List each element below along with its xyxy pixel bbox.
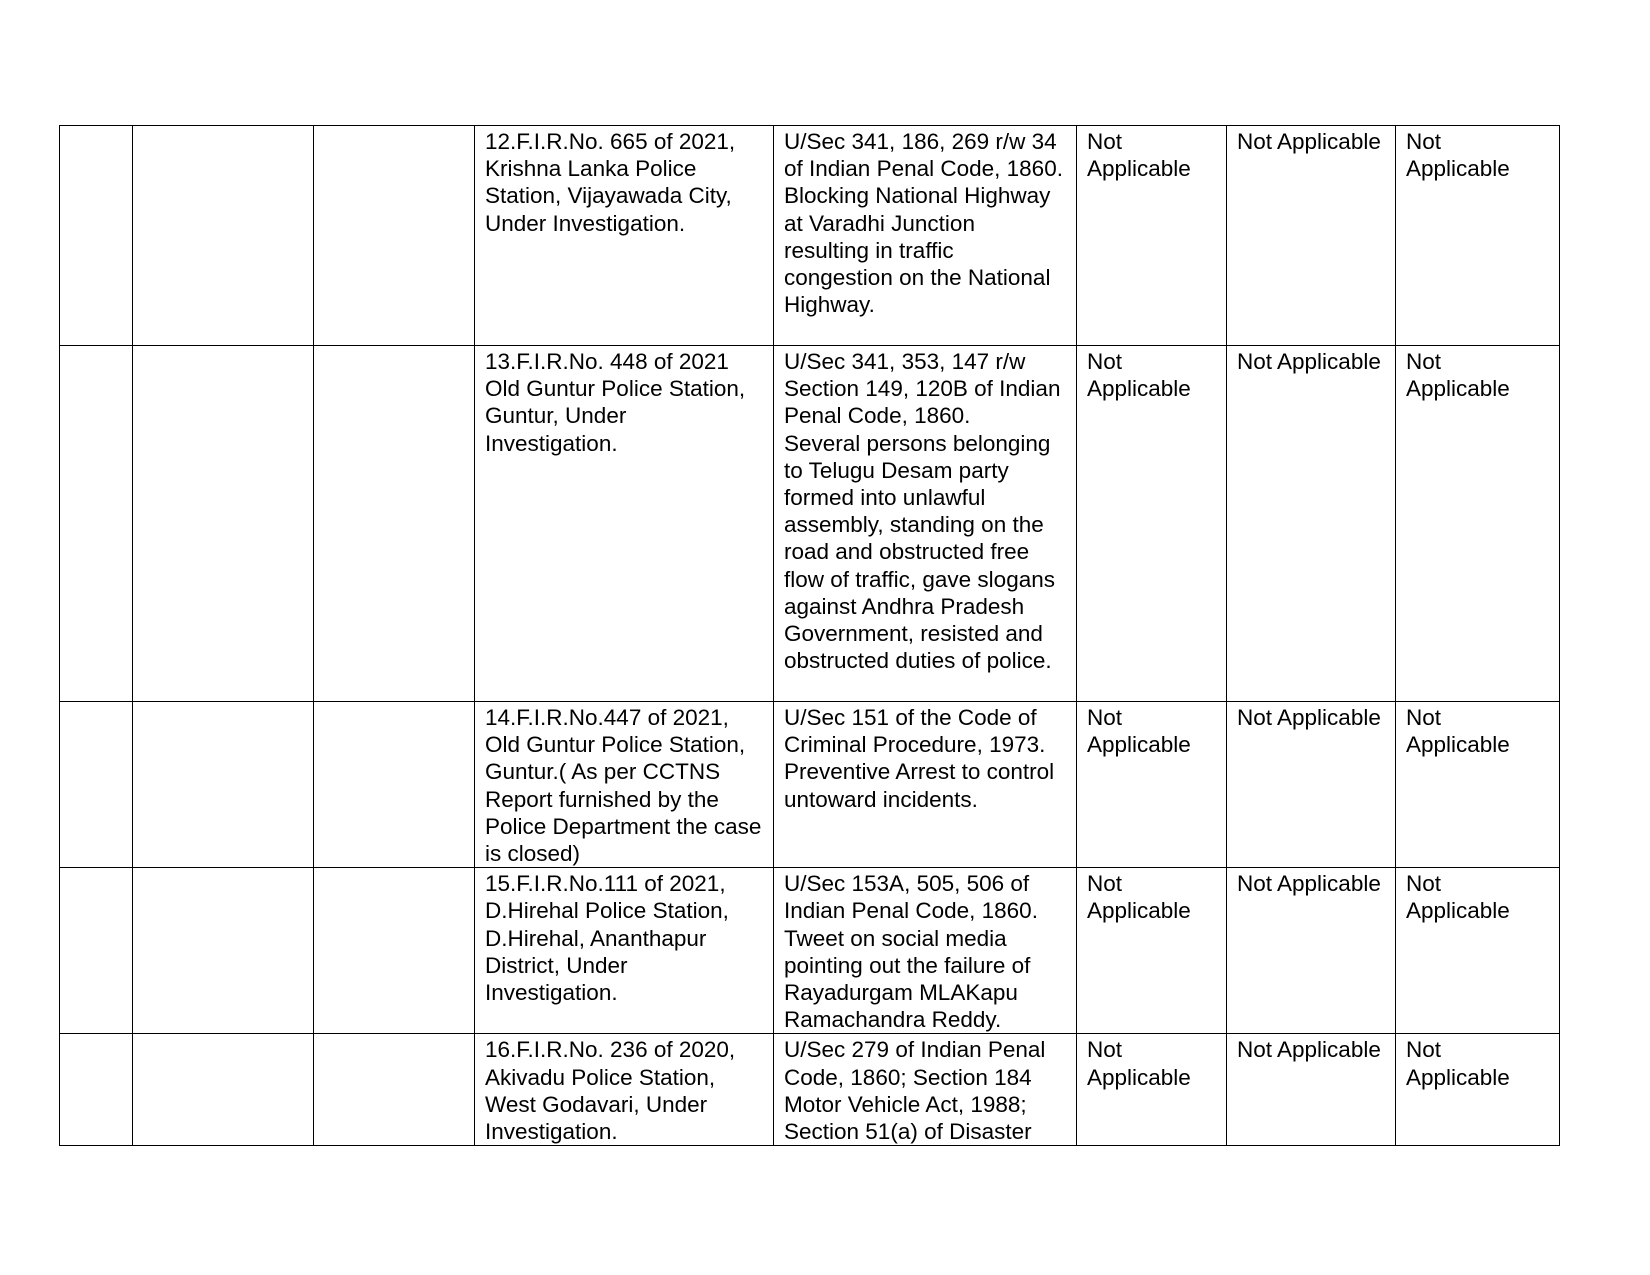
sections-cell	[774, 868, 1077, 1034]
applicability-cell: Not Applicable	[1077, 702, 1227, 868]
empty-cell	[314, 126, 475, 346]
offence-description-text: Preventive Arrest to control untoward incidents.	[784, 759, 1055, 812]
table-row	[60, 346, 1560, 702]
empty-cell	[60, 1034, 133, 1146]
empty-cell	[60, 702, 133, 868]
applicability-cell: Not Applicable	[1227, 1034, 1396, 1146]
sections-text: U/Sec 279 of Indian Penal Code, 1860; Section 184 Motor Vehicle Act, 1988; Section 51(a) of Disaster	[784, 1037, 1046, 1145]
sections-cell	[774, 1034, 1077, 1146]
case-details-cell	[475, 126, 774, 346]
sections-cell	[774, 346, 1077, 702]
empty-cell	[133, 868, 314, 1034]
empty-cell	[314, 1034, 475, 1146]
applicability-cell: Not Applicable	[1077, 126, 1227, 346]
sections-cell	[774, 126, 1077, 346]
applicability-cell: Not Applicable	[1227, 346, 1396, 702]
case-details-cell	[475, 1034, 774, 1146]
applicability-cell: Not Applicable	[1396, 126, 1560, 346]
case-details-text: 14.F.I.R.No.447 of 2021, Old Guntur Police Station, Guntur.( As per CCTNS Report furnished by the Police Department the case is closed)	[485, 705, 762, 867]
case-details-cell	[475, 702, 774, 868]
empty-cell	[133, 346, 314, 702]
sections-text: U/Sec 341, 353, 147 r/w Section 149, 120B of Indian Penal Code, 1860.	[784, 349, 1061, 429]
applicability-cell: Not Applicable	[1077, 1034, 1227, 1146]
offence-description-text: Blocking National Highway at Varadhi Junction resulting in traffic congestion on the National Highway.	[784, 183, 1051, 318]
offence-description-text: Tweet on social media pointing out the failure of Rayadurgam MLAKapu Ramachandra Reddy.	[784, 925, 1031, 1033]
empty-cell	[133, 126, 314, 346]
applicability-cell: Not Applicable	[1396, 868, 1560, 1034]
applicability-cell: Not Applicable	[1077, 868, 1227, 1034]
case-details-cell	[475, 868, 774, 1034]
offence-description-text: Several persons belonging to Telugu Desam party formed into unlawful assembly, standing on the road and obstructed free flow of traffic, gave slogans against Andhra Pradesh Government, resisted and obstructed duties of police.	[784, 430, 1055, 674]
applicability-cell: Not Applicable	[1227, 126, 1396, 346]
table-row	[60, 1034, 1560, 1146]
empty-cell	[314, 868, 475, 1034]
empty-cell	[60, 868, 133, 1034]
applicability-cell: Not Applicable	[1396, 1034, 1560, 1146]
empty-cell	[60, 126, 133, 346]
applicability-cell: Not Applicable	[1396, 702, 1560, 868]
case-details-text: 12.F.I.R.No. 665 of 2021, Krishna Lanka Police Station, Vijayawada City, Under Investigation.	[485, 129, 736, 236]
sections-cell	[774, 702, 1077, 868]
table-row	[60, 868, 1560, 1034]
empty-cell	[314, 346, 475, 702]
table-row	[60, 702, 1560, 868]
case-details-text: 16.F.I.R.No. 236 of 2020, Akivadu Police Station, West Godavari, Under Investigation.	[485, 1037, 736, 1145]
case-details-text: 15.F.I.R.No.111 of 2021, D.Hirehal Police Station, D.Hirehal, Ananthapur District, Under Investigation.	[485, 871, 729, 1006]
case-details-text: 13.F.I.R.No. 448 of 2021 Old Guntur Police Station, Guntur, Under Investigation.	[485, 349, 746, 456]
applicability-cell: Not Applicable	[1077, 346, 1227, 702]
empty-cell	[60, 346, 133, 702]
criminal-cases-table	[59, 125, 1560, 1146]
sections-text: U/Sec 151 of the Code of Criminal Procedure, 1973.	[784, 705, 1046, 758]
applicability-cell: Not Applicable	[1396, 346, 1560, 702]
empty-cell	[133, 1034, 314, 1146]
empty-cell	[133, 702, 314, 868]
applicability-cell: Not Applicable	[1227, 702, 1396, 868]
applicability-cell: Not Applicable	[1227, 868, 1396, 1034]
empty-cell	[314, 702, 475, 868]
case-details-cell	[475, 346, 774, 702]
sections-text: U/Sec 341, 186, 269 r/w 34 of Indian Penal Code, 1860.	[784, 129, 1063, 182]
table-row	[60, 126, 1560, 346]
sections-text: U/Sec 153A, 505, 506 of Indian Penal Code, 1860.	[784, 871, 1038, 924]
